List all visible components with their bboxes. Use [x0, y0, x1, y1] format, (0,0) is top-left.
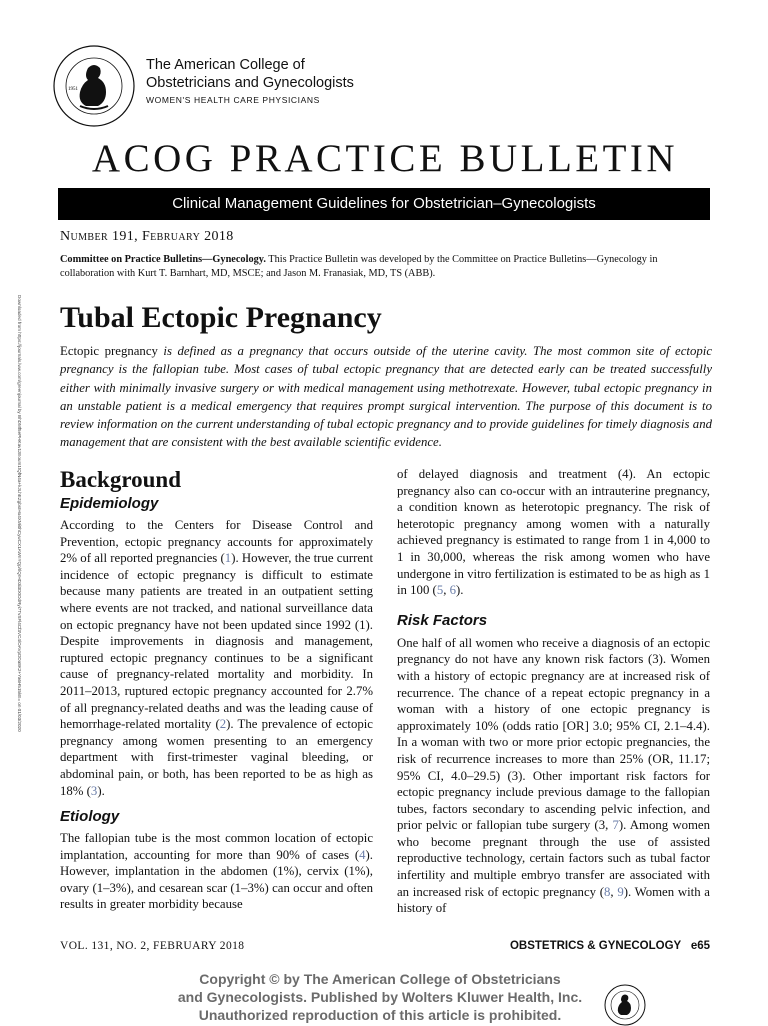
reference-link[interactable]: 4	[359, 847, 366, 862]
reference-link[interactable]: 7	[612, 818, 619, 833]
abstract-text: is defined as a pregnancy that occurs outside of the uterine cavity. The most common site of ectopic pregnancy is the fallopian tube. Most cases of tubal ectopic pregnancy that are detected early can be treated successfully either with minimally invasive surgery or with medical management using methotrexate. However, tubal ectopic pregnancy in an unstable patient is a medical emergency that requires prompt surgical intervention. The purpose of this document is to review information on the current understanding of tubal ectopic pregnancy and to provide guidelines for timely diagnosis and management that are consistent with the best available scientific evidence.	[60, 344, 713, 450]
copyright-line-3: Unauthorized reproduction of this article is prohibited.	[198, 1007, 562, 1023]
reference-link[interactable]: 1	[224, 551, 232, 566]
abstract	[60, 342, 712, 452]
paragraph-risk-factors	[397, 635, 710, 917]
text-run: ). However, the true current incidence of ectopic pregnancy is difficult to estimate because many patients are treated in an outpatient setting where events are not tracked, and national surveillance data on ectopic pregnancy have not been updated since 1992 (1). Despite improvements in diagnosis and management, ruptured ectopic pregnancy continues to be a significant cause of pregnancy-related mortality and morbidity. In 2011–2013, ruptured ectopic pregnancy accounted for 2.7% of all pregnancy-related deaths and was the leading cause of hemorrhage-related mortality (	[60, 551, 374, 732]
footer-volume: VOL. 131, NO. 2, FEBRUARY 2018	[60, 940, 245, 952]
paragraph-heterotopic	[397, 466, 710, 599]
reference-link[interactable]: 6	[449, 583, 457, 598]
subheading-epidemiology: Epidemiology	[60, 495, 159, 512]
subheading-etiology: Etiology	[60, 808, 120, 826]
text-run: ).	[456, 583, 464, 598]
paragraph-etiology	[60, 830, 373, 913]
reference-link[interactable]: 8	[604, 884, 611, 899]
committee-name: Committee on Practice Bulletins—Gynecology.	[60, 254, 266, 265]
subheading-risk-factors: Risk Factors	[397, 611, 488, 629]
journal-name: OBSTETRICS & GYNECOLOGY	[509, 940, 682, 952]
reference-link[interactable]: 9	[617, 884, 624, 899]
acog-seal-small-icon	[604, 984, 646, 1026]
text-run: One half of all women who receive a diagnosis of an ectopic pregnancy do not have any known risk factors (3). Women with a history of ectopic pregnancy are at increased risk of recurrence. The chance of a repeat ectopic pregnancy in a woman with a history of one ectopic pregnancy is approximately 10% (odds ratio [OR] 3.0; 95% CI, 2.1–4.4). In a woman with two or more prior ectopic pregnancies, the risk of recurrence increases to more than 25% (OR, 11.17; 95% CI, 4.0–29.5) (3). Other important risk factors for ectopic pregnancy include previous damage to the fallopian tubes, factors secondary to ascending pelvic infection, and prior pelvic or fallopian tube surgery (3,	[397, 635, 710, 833]
acog-seal-icon	[52, 44, 136, 128]
reference-link[interactable]: 2	[219, 717, 227, 732]
seal-year: 1951	[68, 87, 78, 92]
article-title: Tubal Ectopic Pregnancy	[60, 301, 382, 334]
copyright-line-1: Copyright © by The American College of Obstetricians	[199, 971, 561, 987]
committee-note	[60, 253, 712, 281]
right-column	[397, 466, 710, 917]
abstract-lead: Ectopic pregnancy	[60, 344, 164, 358]
copyright-notice	[100, 970, 660, 1024]
page-number: e65	[690, 940, 710, 952]
text-run: of delayed diagnosis and treatment (4). An ectopic pregnancy also can co-occur with an intrauterine pregnancy, a condition known as heterotopic pregnancy. The risk of heterotopic pregnancy among women with a naturally achieved pregnancy is estimated to range from 1 in 4,000 to 1 in 30,000, whereas the risk among women who have undergone in vitro fertilization is estimated to be as high as 1 in 100 (	[397, 467, 710, 598]
org-line-2: Obstetricians and Gynecologists	[146, 75, 354, 91]
bulletin-title: ACOG PRACTICE BULLETIN	[91, 137, 679, 180]
guidelines-banner: Clinical Management Guidelines for Obstetrician–Gynecologists	[58, 188, 710, 220]
text-run: ).	[97, 783, 105, 798]
text-run: ). Among women who become pregnant through the use of assisted reproductive technology, certain factors such as tubal factor infertility and multiple embryo transfer are associated with an increased risk of ectopic pregnancy (	[397, 818, 710, 899]
copyright-line-2: and Gynecologists. Published by Wolters Kluwer Health, Inc.	[177, 989, 583, 1005]
text-run: ). The prevalence of ectopic pregnancy among women presenting to an emergency department with first-trimester vaginal bleeding, or abdominal pain, or both, has been reported to be as high as 18% (	[60, 717, 373, 798]
text-run: ,	[443, 583, 450, 598]
bulletin-number: Number 191, February 2018	[60, 229, 234, 244]
text-run: ). However, implantation in the abdomen (1%), cervix (1%), ovary (1–3%), and cesarean scar (1–3%) can occur and often results in greater morbidity because	[60, 847, 373, 912]
paragraph-epidemiology	[60, 517, 373, 799]
text-run: The fallopian tube is the most common location of ectopic implantation, accounting for more than 90% of cases (	[60, 831, 373, 862]
footer-journal	[488, 940, 710, 952]
text-run: ,	[610, 884, 618, 899]
download-sidebar: Downloaded from https://journals.lww.com/greenjournal by BhDMf5ePHKav1zEoum1tQfN4a+kJLhEZgbsIHo4XMi0hCywCX1AWnYQp/IlQrHD3i3D0OdRyi7TvSFl4Cf3VC4/OAVpDDa8K2+Ya6H515kE= on 01/03/2020	[17, 295, 22, 732]
org-tagline: WOMEN'S HEALTH CARE PHYSICIANS	[146, 95, 320, 105]
org-name	[146, 56, 354, 92]
reference-link[interactable]: 3	[90, 783, 98, 798]
section-heading-background: Background	[60, 467, 182, 492]
committee-text: This Practice Bulletin was developed by the Committee on Practice Bulletins—Gynecology in collaboration with Kurt T. Barnhart, MD, MSCE; and Jason M. Franasiak, MD, TS (ABB).	[60, 254, 658, 279]
org-line-1: The American College of	[146, 57, 305, 73]
left-column	[60, 466, 373, 913]
reference-link[interactable]: 5	[436, 583, 444, 598]
text-run: According to the Centers for Disease Control and Prevention, ectopic pregnancy accounts for approximately 2% of all reported pregnancies (	[60, 518, 373, 566]
text-run: ). Women with a history of	[397, 884, 710, 916]
